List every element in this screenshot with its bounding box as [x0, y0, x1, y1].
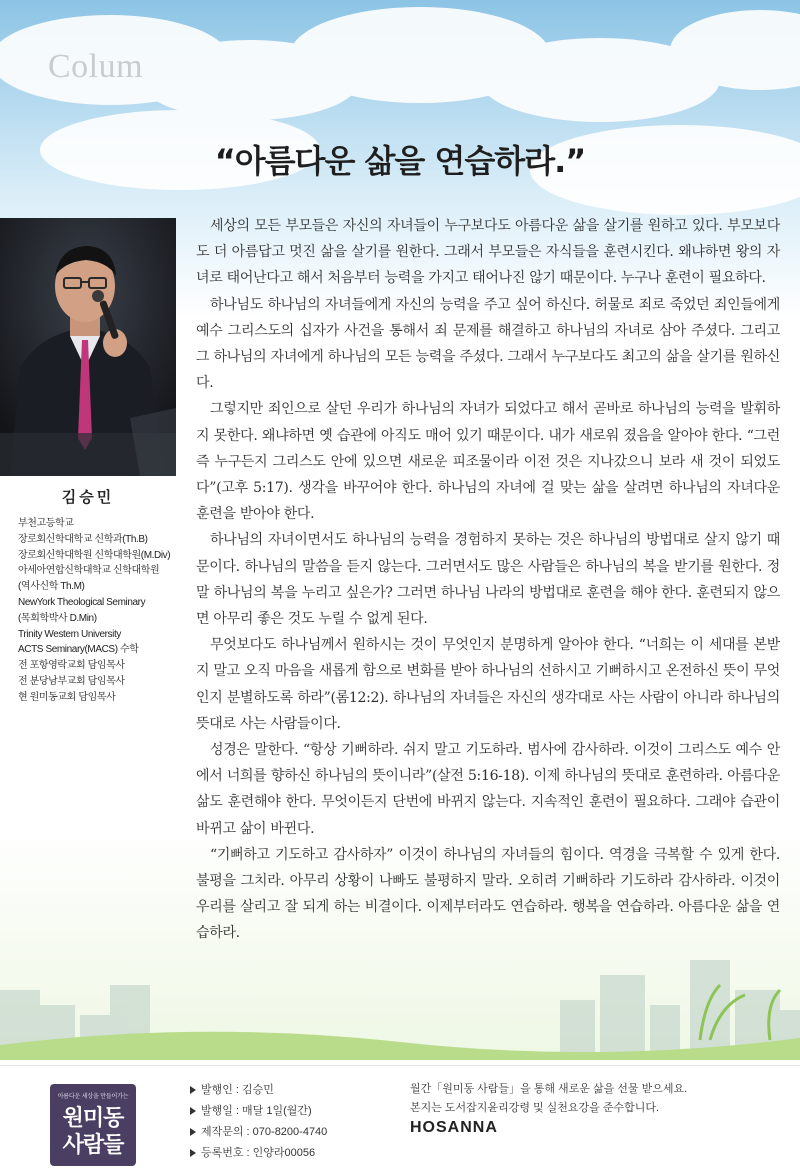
- logo-title-line2: 사람들: [62, 1133, 124, 1158]
- article-body: [196, 213, 780, 947]
- magazine-logo: [50, 1084, 136, 1166]
- publisher-line: 발행인 : 김승민: [190, 1080, 327, 1101]
- bio-line: 아세아연합신학대학교 신학대학원: [18, 565, 160, 577]
- article-paragraph: 하나님의 자녀이면서도 하나님의 능력을 경험하지 못하는 것은 하나님의 방법대로 살지 않기 때문이다. 하나님의 말씀을 듣지 않는다. 그러면서도 많은 사람들은 하나님의 복을 받기를 원한다. 정말 하나님의 복을 누리고 싶은가? 그러면 하나님 나라의 방법대로 훈련을 해야 한다. 훈련되지 않으면 아무리 좋은 것도 누릴 수 없게 된다.: [196, 532, 780, 628]
- bio-line: Trinity Western University: [18, 628, 121, 640]
- article-paragraph: “기뻐하고 기도하고 감사하자” 이것이 하나님의 자녀들의 힘이다. 역경을 극복할 수 있게 한다. 불평을 그치라. 아무리 상황이 나빠도 불평하지 말라. 오히려 기뻐하라 기도하라 감사하라. 이것이 우리를 살리고 잘 되게 하는 비결이다. 이제부터라도 연습하라. 행복을 연습하라. 아름다운 삶을 연습하라.: [196, 846, 780, 942]
- author-bio: [18, 516, 186, 706]
- footer: [0, 1065, 800, 1175]
- publish-date-line: 발행일 : 매달 1일(월간): [190, 1101, 327, 1122]
- bio-line: 현 원미동교회 담임목사: [18, 691, 116, 703]
- bullet-triangle-icon: [190, 1149, 196, 1157]
- bio-line: (역사신학 Th.M): [18, 581, 85, 593]
- article-paragraph: 그렇지만 죄인으로 살던 우리가 하나님의 자녀가 되었다고 해서 곧바로 하나님의 능력을 발휘하지 못한다. 왜냐하면 옛 습관에 아직도 매어 있기 때문이다. 내가 새로워 졌음을 알아야 한다. “그런즉 누구든지 그리스도 안에 있으면 새로운 피조물이라 이전 것은 지나갔으니 보라 새 것이 되었도다”(고후 5:17). 생각을 바꾸어야 한다. 하나님의 자녀에 걸 맞는 삶을 살려면 하나님의 자녀다운 훈련을 받아야 한다.: [196, 401, 780, 523]
- registration-line: 등록번호 : 인양라00056: [190, 1143, 327, 1164]
- logo-tagline: 아름다운 세상을 만들어가는: [57, 1093, 129, 1100]
- bullet-triangle-icon: [190, 1086, 196, 1094]
- bio-line: 장로회신학대학교 신학과(Th.B): [18, 533, 148, 545]
- bio-line: 장로회신학대학원 신학대학원(M.Div): [18, 549, 171, 561]
- logo-title-line1: 원미동: [62, 1106, 124, 1131]
- bio-line: 전 포항영락교회 담임목사: [18, 660, 125, 672]
- hosanna-brand-logo: HOSANNA: [410, 1119, 498, 1136]
- author-photo: [0, 218, 176, 476]
- bullet-triangle-icon: [190, 1128, 196, 1136]
- bio-line: 전 분당남부교회 담임목사: [18, 675, 125, 687]
- bio-line: ACTS Seminary(MACS) 수학: [18, 644, 139, 656]
- article-paragraph: 하나님도 하나님의 자녀들에게 자신의 능력을 주고 싶어 하신다. 허물로 죄로 죽었던 죄인들에게 예수 그리스도의 십자가 사건을 통해서 죄 문제를 해결하고 하나님의 자녀로 삼아 주셨다. 그리고 그 하나님의 자녀에게 하나님의 모든 능력을 주셨다. 그래서 누구보다도 최고의 삶을 살기를 원하신다.: [196, 296, 780, 392]
- notice-line: 본지는 도서잡지윤리강령 및 실천요강을 준수합니다.: [410, 1102, 660, 1114]
- author-photo-illustration: [0, 218, 176, 476]
- article-paragraph: 성경은 말한다. “항상 기뻐하라. 쉬지 말고 기도하라. 범사에 감사하라. 이것이 그리스도 예수 안에서 너희를 향하신 하나님의 뜻이니라”(살전 5:16-18). 이제 하나님의 뜻대로 훈련하라. 아름다운 삶도 훈련해야 한다. 무엇이든지 단번에 바뀌지 않는다. 지속적인 훈련이 필요하다. 그래야 습관이 바뀌고 삶이 바뀐다.: [196, 742, 780, 837]
- bio-line: (목회학박사 D.Min): [18, 612, 97, 624]
- bullet-triangle-icon: [190, 1107, 196, 1115]
- section-label: Colum: [48, 48, 144, 85]
- bio-line: 부천고등학교: [18, 518, 74, 529]
- bio-line: NewYork Theological Seminary: [18, 596, 146, 608]
- subscription-notice: [410, 1080, 790, 1118]
- publication-info: [190, 1080, 327, 1164]
- article-paragraph: 무엇보다도 하나님께서 원하시는 것이 무엇인지 분명하게 알아야 한다. “너희는 이 세대를 본받지 말고 오직 마음을 새롭게 함으로 변화를 받아 하나님의 선하시고 기뻐하시고 온전하신 뜻이 무엇인지 분별하도록 하라”(롬12:2). 하나님의 자녀들은 자신의 생각대로 사는 사람이 아니라 하나님의 뜻대로 사는 사람들이다.: [196, 637, 780, 732]
- notice-line: 월간「원미동 사람들」을 통해 새로운 삶을 선물 받으세요.: [410, 1083, 688, 1095]
- headline: “아름다운 삶을 연습하라.”: [214, 142, 586, 180]
- contact-line: 제작문의 : 070-8200-4740: [190, 1122, 327, 1143]
- author-name: 김승민: [61, 488, 115, 506]
- article-paragraph: 세상의 모든 부모들은 자신의 자녀들이 누구보다도 아름다운 삶을 살기를 원하고 있다. 부모보다도 더 아름답고 멋진 삶을 살기를 원한다. 그래서 부모들은 자식들을 훈련시킨다. 왜냐하면 왕의 자녀로 태어난다고 해서 처음부터 능력을 가지고 태어나진 않기 때문이다. 누구나 훈련이 필요하다.: [196, 218, 780, 287]
